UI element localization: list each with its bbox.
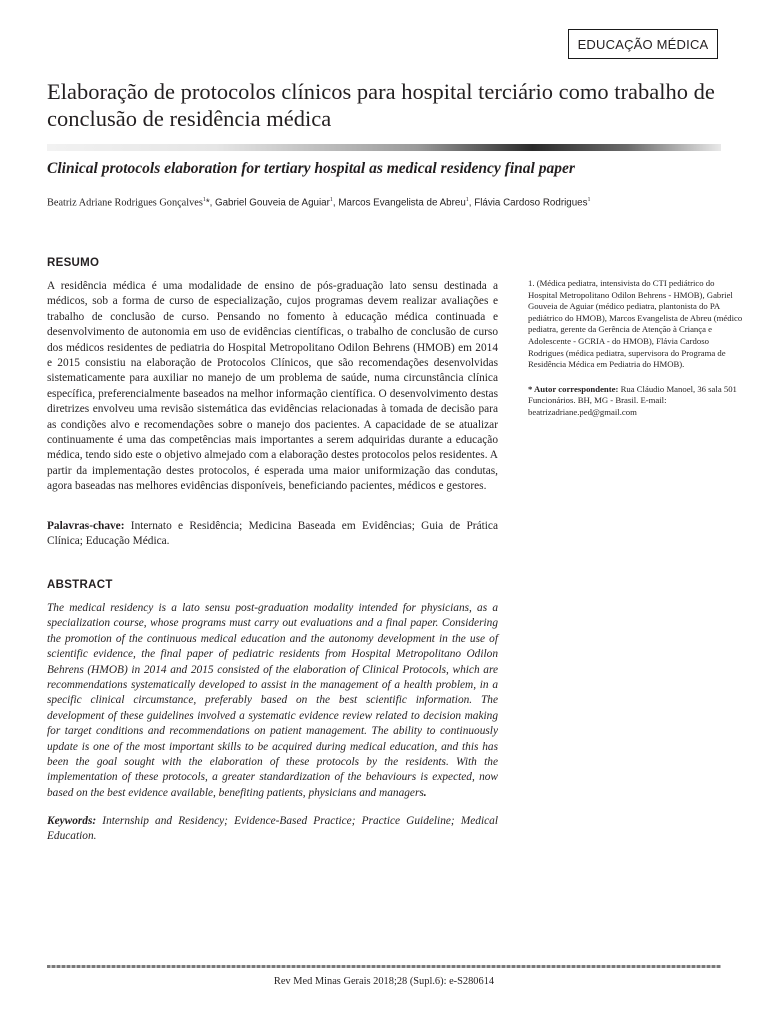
resumo-keywords bbox=[47, 519, 498, 550]
author-3-affiliation: 1 bbox=[465, 197, 469, 203]
abstract-keywords bbox=[47, 814, 498, 845]
corresponding-label: * Autor correspondente: bbox=[528, 383, 619, 394]
author-list bbox=[47, 193, 737, 210]
keywords-label: Palavras-chave: bbox=[47, 520, 125, 532]
footer-divider bbox=[47, 965, 721, 968]
title-divider bbox=[47, 144, 721, 151]
keywords-text: Internship and Residency; Evidence-Based Practice; Practice Guideline; Medical Education. bbox=[47, 815, 498, 843]
author-4-affiliation: 1 bbox=[587, 197, 591, 203]
abstract-body: The medical residency is a lato sensu post-graduation modality intended for physicians, as a specialization course, whose programs must carry out evaluations and a final paper. Considering the promotion of the continuous medical education and the autonomy development in the use of scientific evidence, the final paper of pediatric residents from Hospital Metropolitano Odilon Behrens (HMOB) in 2014 and 2015 consisted of the elaboration of Clinical Protocols, which are recommendations systematically developed to assist in the management of a health problem, in a specific clinical circumstance, preferably based on the best scientific information. The development of these guidelines involved a systematic evidence review related to decision making for target conditions and recommendations on patient management. The ability to continuously update is one of the most important skills to be acquired during medical education, and this has been the goal sought with the elaboration of these protocols by the residents. With the implementation of these protocols, a greater standardization of the behaviours is expected, now based on the best evidence available, benefiting patients, physicians and managers bbox=[47, 602, 498, 799]
article-subtitle: Clinical protocols elaboration for tertiary hospital as medical residency final paper bbox=[47, 160, 575, 177]
abstract-text bbox=[47, 601, 498, 801]
corresponding-author bbox=[528, 384, 746, 419]
author-3: Marcos Evangelista de Abreu bbox=[338, 197, 466, 209]
keywords-text: Internato e Residência; Medicina Baseada em Evidências; Guia de Prática Clínica; Educação Médica. bbox=[47, 520, 498, 548]
author-separator: , bbox=[468, 197, 475, 209]
resumo-text: A residência médica é uma modalidade de ensino de pós-graduação lato sensu destinada a médicos, sob a forma de curso de especialização, cujos programas devem realizar avaliações e trabalho de conclusão de curso. Pensando no fomento à educação médica continuada e desenvolvimento de autonomia em uso de evidências científicas, o trabalho de conclusão de curso dos médicos residentes de pediatria do Hospital Metropolitano Odilon Behrens (HMOB) em 2014 e 2015 consistiu na elaboração de Protocolos Clínicos, que são recomendações desenvolvidas sistematicamente para auxiliar no manejo de um problema de saúde, numa circunstância clínica específica, preferencialmente baseados na melhor informação científica. O desenvolvimento destas diretrizes envolveu uma revisão sistemática das evidências relacionadas à tomada de decisão para as condições alvo e recomendações sobre o manejo dos pacientes. A capacidade de se atualizar continuamente é uma das competências mais importantes a serem adquiridas durante a educação médica, tendo sido este o objetivo almejado com a elaboração destes protocolos pelos residentes. A partir da implementação destes protocolos, é esperada uma maior uniformização das condutas, agora baseadas nas melhores evidências disponíveis, beneficiando pacientes, médicos e gestores. bbox=[47, 280, 498, 493]
corresponding-mark: *, bbox=[205, 197, 213, 209]
author-separator: , bbox=[332, 197, 339, 209]
affiliation-notes bbox=[528, 278, 746, 419]
corresponding-text: Rua Cláudio Manoel, 36 sala 501 Funcionários. BH, MG - Brasil. E-mail: beatrizadriane.ped@gmail.com bbox=[528, 383, 737, 417]
section-tag: EDUCAÇÃO MÉDICA bbox=[568, 29, 718, 59]
abstract-end: . bbox=[423, 786, 427, 799]
resumo-heading: RESUMO bbox=[47, 257, 100, 269]
abstract-heading: ABSTRACT bbox=[47, 579, 113, 591]
author-1: Beatriz Adriane Rodrigues Gonçalves bbox=[47, 197, 203, 209]
journal-citation: Rev Med Minas Gerais 2018;28 (Supl.6): e-S280614 bbox=[273, 976, 495, 987]
affiliations-text: 1. (Médica pediatra, intensivista do CTI pediátrico do Hospital Metropolitano Odilon Behrens - HMOB), Gabriel Gouveia de Aguiar (médico pediatra, plantonista do PA pediátrico do HMOB), Marcos Evangelista de Abreu (médico pediatra, gerente da Gerência de Atenção à Criança e Adolescente - GCRIA - do HMOB), Flávia Cardoso Rodrigues (médica pediatra, supervisora do Programa de Residência Médica em Pediatria do HMOB). bbox=[528, 278, 743, 370]
author-2: Gabriel Gouveia de Aguiar bbox=[214, 197, 330, 209]
article-title: Elaboração de protocolos clínicos para hospital terciário como trabalho de conclusão de residência médica bbox=[47, 79, 715, 131]
author-2-affiliation: 1 bbox=[329, 197, 333, 203]
author-1-affiliation: 1 bbox=[202, 197, 206, 203]
keywords-label: Keywords: bbox=[47, 815, 97, 827]
author-4: Flávia Cardoso Rodrigues bbox=[474, 197, 588, 209]
